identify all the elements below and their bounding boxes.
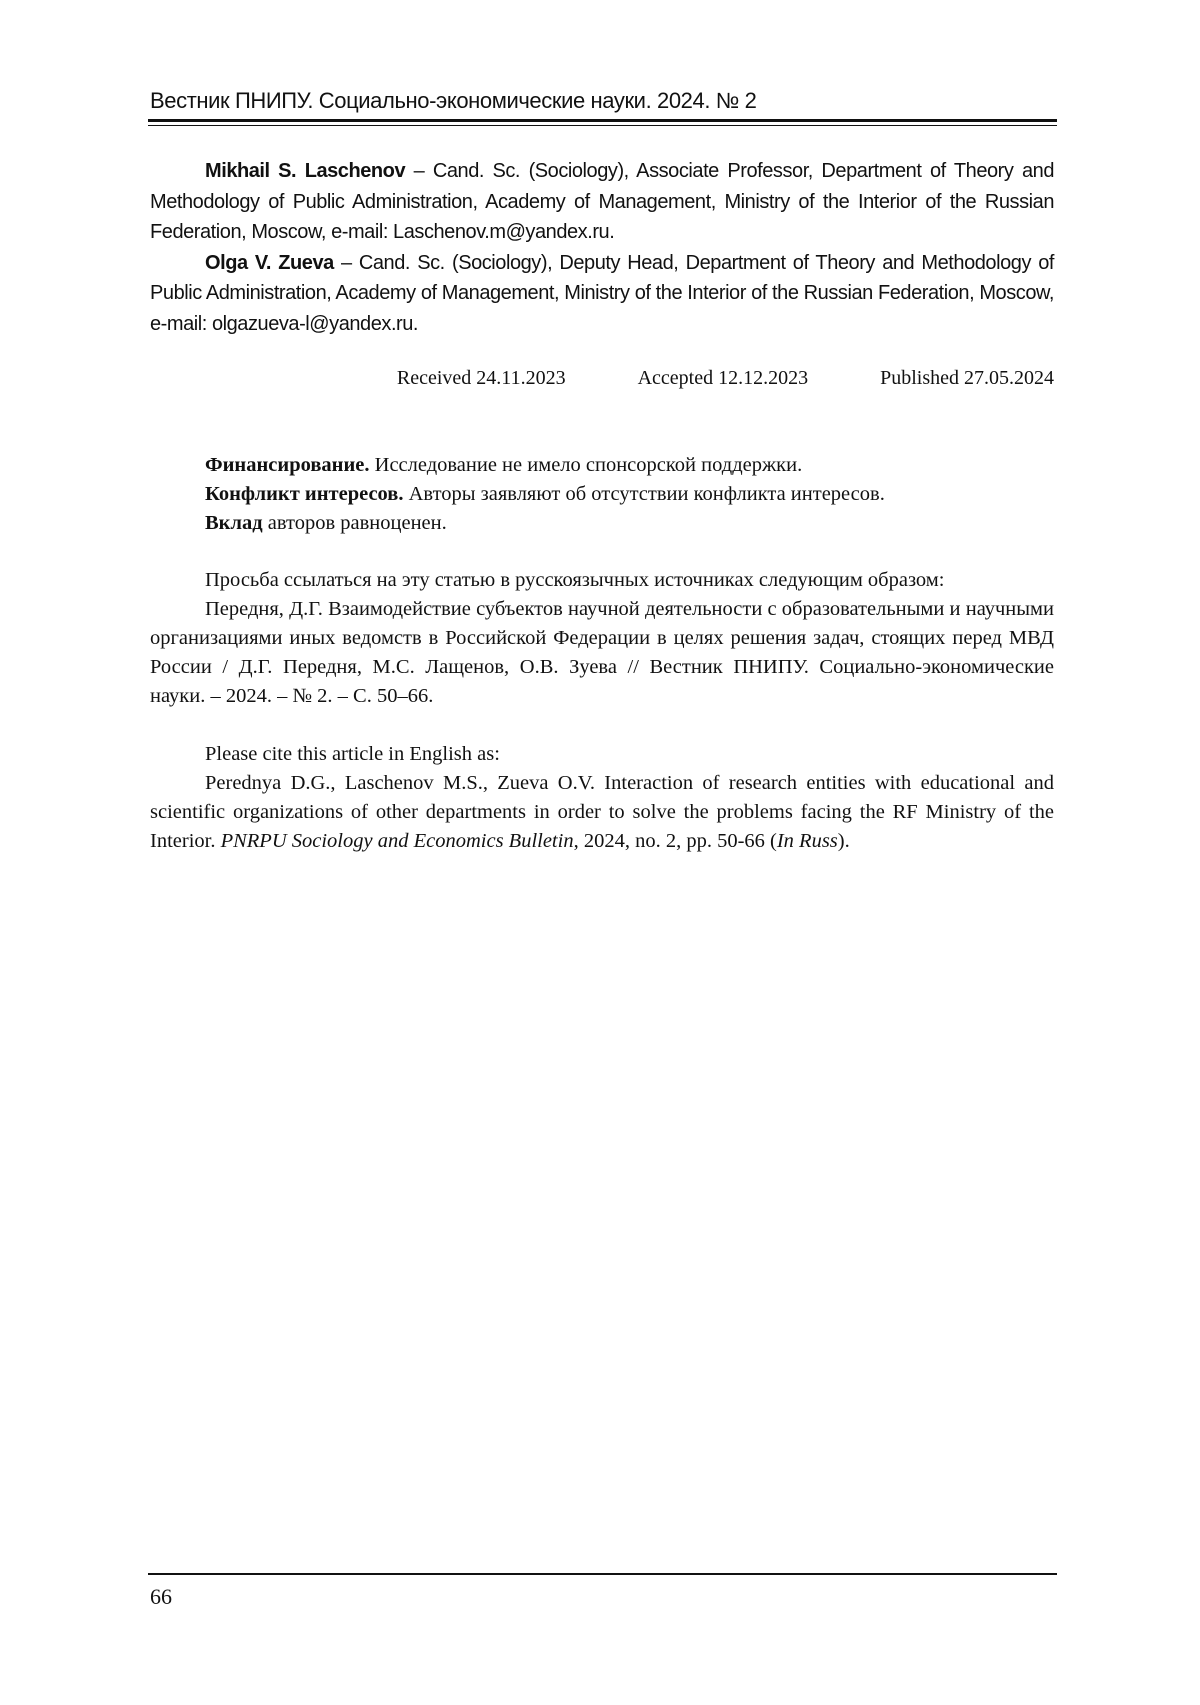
running-header: Вестник ПНИПУ. Социально-экономические науки. 2024. № 2 xyxy=(150,88,1055,114)
published-date: Published 27.05.2024 xyxy=(880,367,1054,390)
funding-statement xyxy=(150,451,1054,480)
author-entry xyxy=(150,248,1054,340)
author-info xyxy=(150,156,1054,339)
conflict-label: Конфликт интересов. xyxy=(205,483,403,505)
declarations xyxy=(150,451,1054,538)
citation-en-intro: Please cite this article in English as: xyxy=(150,740,1054,769)
header-rule-thin xyxy=(148,125,1057,126)
citation-ru-reference: Передня, Д.Г. Взаимодействие субъектов научной деятельности с образовательными и научными организациями иных ведомств в Российской Федерации в целях решения задач, стоящих перед МВД России / Д.Г. Передня, М.С. Лащенов, О.В. Зуева // Вестник ПНИПУ. Социально-экономические науки. – 2024. – № 2. – С. 50–66. xyxy=(150,595,1054,711)
contribution-text: авторов равноценен. xyxy=(263,512,447,534)
page-number: 66 xyxy=(150,1584,172,1610)
reference-details: , 2024, no. 2, pp. 50-66 ( xyxy=(574,830,777,852)
citation-english xyxy=(150,740,1054,856)
article-dates xyxy=(150,367,1054,390)
funding-label: Финансирование. xyxy=(205,454,370,476)
conflict-text: Авторы заявляют об отсутствии конфликта интересов. xyxy=(403,483,884,505)
author-entry xyxy=(150,156,1054,248)
conflict-statement xyxy=(150,480,1054,509)
reference-end: ). xyxy=(838,830,850,852)
funding-text: Исследование не имело спонсорской поддержки. xyxy=(370,454,803,476)
citation-en-reference xyxy=(150,769,1054,856)
received-date: Received 24.11.2023 xyxy=(397,367,566,390)
contribution-statement xyxy=(150,509,1054,538)
reference-text: Perednya D.G., Laschenov M.S., Zueva O.V. Interaction of research entities with educational and scientific organizations of other departments in order to solve the problems facing the RF Ministry of the Interior. xyxy=(150,772,1054,852)
citation-russian xyxy=(150,566,1054,711)
contribution-label: Вклад xyxy=(205,512,263,534)
author-bio: – Cand. Sc. (Sociology), Associate Professor, Department of Theory and Methodology of Public Administration, Academy of Management, Ministry of the Interior of the Russian Federation, Moscow, e-mail: Laschenov.m@yandex.ru. xyxy=(150,160,1054,243)
author-name: Mikhail S. Laschenov xyxy=(205,160,405,182)
journal-title: PNRPU Sociology and Economics Bulletin xyxy=(221,830,574,852)
document-page xyxy=(0,0,1200,1705)
accepted-date: Accepted 12.12.2023 xyxy=(638,367,809,390)
language-note: In Russ xyxy=(777,830,838,852)
author-bio: – Cand. Sc. (Sociology), Deputy Head, Department of Theory and Methodology of Public Administration, Academy of Management, Ministry of the Interior of the Russian Federation, Moscow, e-mail: olgazueva-l@yandex.ru. xyxy=(150,252,1054,335)
author-name: Olga V. Zueva xyxy=(205,252,334,274)
citation-ru-intro: Просьба ссылаться на эту статью в русскоязычных источниках следующим образом: xyxy=(150,566,1054,595)
footer-rule xyxy=(148,1573,1057,1575)
header-rule-thick xyxy=(148,119,1057,122)
